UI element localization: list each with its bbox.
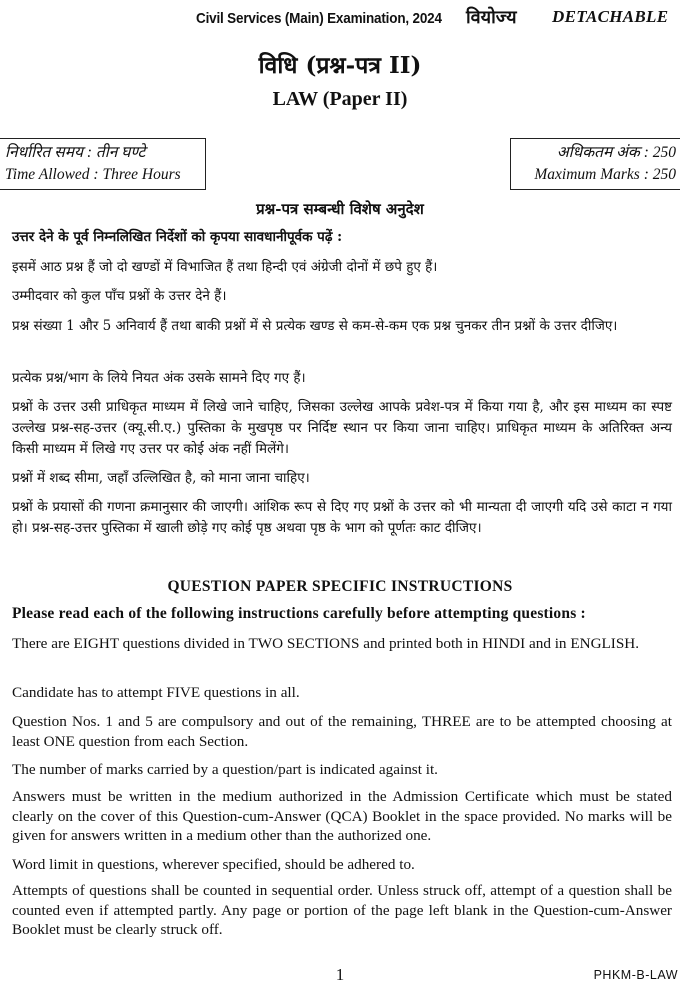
english-instruction-4: The number of marks carried by a question/part is indicated against it. [12,761,438,778]
english-instruction-7: Attempts of questions shall be counted in sequential order. Unless struck off, attempt of a question shall be counted even if attempted partly. Any page or portion of the page left blank in the Question-cum-Answer Booklet must be clearly struck off. [12,882,672,938]
english-instruction-1: There are EIGHT questions divided in TWO SECTIONS and printed both in HINDI and in ENGLISH. [12,635,640,652]
exam-title: Civil Services (Main) Examination, 2024 [196,10,442,27]
hindi-instruction-6: प्रश्नों में शब्द सीमा, जहाँ उल्लिखित है, को माना जाना चाहिए। [12,470,310,486]
maximum-marks-hindi: अधिकतम अंक : 250 [556,144,676,161]
hindi-instruction-2: उम्मीदवार को कुल पाँच प्रश्नों के उत्तर देने हैं। [12,288,227,304]
hindi-instruction-5: प्रश्नों के उत्तर उसी प्राधिकृत माध्यम में लिखे जाने चाहिए, जिसका उल्लेख आपके प्रवेश-पत्र में किया गया है, और इस माध्यम का स्पष्ट उल्लेख प्रश्न-सह-उत्तर (क्यू.सी.ए.) पुस्तिका के मुखपृष्ठ पर निर्दिष्ट स्थान पर किया जाना चाहिए। प्राधिकृत माध्यम के अतिरिक्त अन्य किसी माध्यम में लिखे गए उत्तर पर कोई अंक नहीं मिलेंगे। [12,399,672,457]
page-number: 1 [335,965,345,984]
time-allowed-box [0,138,206,190]
english-instructions-lead: Please read each of the following instructions carefully before attempting questions : [12,605,586,622]
english-instruction-2: Candidate has to attempt FIVE questions in all. [12,684,300,701]
maximum-marks-box [510,138,680,190]
hindi-instruction-1: इसमें आठ प्रश्न हैं जो दो खण्डों में विभाजित हैं तथा हिन्दी एवं अंग्रेजी दोनों में छपे हुए हैं। [12,259,438,275]
hindi-instructions-heading: प्रश्न-पत्र सम्बन्धी विशेष अनुदेश [256,200,424,218]
subject-title-hindi: विधि (प्रश्न-पत्र II) [258,52,422,79]
subject-title-english: LAW (Paper II) [272,88,408,110]
english-instructions-heading: QUESTION PAPER SPECIFIC INSTRUCTIONS [167,578,513,595]
maximum-marks-english: Maximum Marks : 250 [534,166,676,183]
hindi-instructions-lead: उत्तर देने के पूर्व निम्नलिखित निर्देशों को कृपया सावधानीपूर्वक पढ़ें : [12,229,343,245]
detachable-label-hindi: वियोज्य [466,7,517,28]
hindi-instruction-4: प्रत्येक प्रश्न/भाग के लिये नियत अंक उसके सामने दिए गए हैं। [12,370,306,386]
paper-code: PHKM-B-LAW [593,968,678,982]
hindi-instruction-3: प्रश्न संख्या 1 और 5 अनिवार्य हैं तथा बाकी प्रश्नों में से प्रत्येक खण्ड से कम-से-कम एक प्रश्न चुनकर तीन प्रश्नों के उत्तर दीजिए। [12,318,618,334]
hindi-instruction-7: प्रश्नों के प्रयासों की गणना क्रमानुसार की जाएगी। आंशिक रूप से दिए गए प्रश्नों के उत्तर को भी मान्यता दी जाएगी यदि उसे काटा न गया हो। प्रश्न-सह-उत्तर पुस्तिका में खाली छोड़े गए कोई पृष्ठ अथवा पृष्ठ के भाग को पूर्णतः काट दीजिए। [12,499,672,536]
english-instruction-6: Word limit in questions, wherever specified, should be adhered to. [12,856,415,873]
time-allowed-english: Time Allowed : Three Hours [5,166,181,183]
detachable-label-english: DETACHABLE [552,7,669,26]
english-instruction-3: Question Nos. 1 and 5 are compulsory and out of the remaining, THREE are to be attempted choosing at least ONE question from each Section. [12,713,672,750]
time-allowed-hindi: निर्धारित समय : तीन घण्टे [5,144,146,161]
english-instruction-5: Answers must be written in the medium authorized in the Admission Certificate which must be stated clearly on the cover of this Question-cum-Answer (QCA) Booklet in the space provided. No marks will be given for answers written in a medium other than the authorized one. [12,788,672,844]
